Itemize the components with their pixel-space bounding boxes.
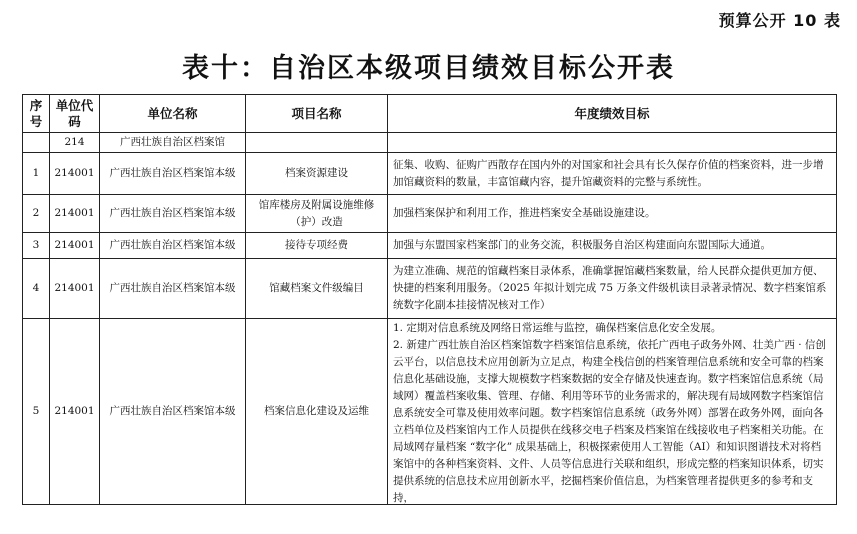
table-row <box>23 319 837 505</box>
row-project: 馆藏档案文件级编目 <box>246 259 388 319</box>
row-seq: 5 <box>23 319 50 505</box>
row-unit: 广西壮族自治区档案馆本级 <box>100 259 246 319</box>
row-project: 档案资源建设 <box>246 153 388 195</box>
goal-line: 征集、收购、征购广西散存在国内外的对国家和社会具有长久保存价值的档案资料，进一步增加馆藏资料的数量，丰富馆藏内容，提升馆藏资料的完整与系统性。 <box>393 158 824 188</box>
table-row <box>23 233 837 259</box>
table-row <box>23 259 837 319</box>
goal-line: 加强与东盟国家档案部门的业务交流，积极服务自治区构建面向东盟国际大通道。 <box>393 239 771 251</box>
row-goal <box>388 153 837 195</box>
page-title: 表十：自治区本级项目绩效目标公开表 <box>182 53 675 84</box>
group-code: 214 <box>50 133 100 153</box>
group-unit: 广西壮族自治区档案馆 <box>100 133 246 153</box>
header-unit: 单位名称 <box>100 95 246 133</box>
group-project <box>246 133 388 153</box>
row-goal <box>388 319 837 505</box>
row-seq: 3 <box>23 233 50 259</box>
row-unit: 广西壮族自治区档案馆本级 <box>100 195 246 233</box>
row-seq: 4 <box>23 259 50 319</box>
row-unit: 广西壮族自治区档案馆本级 <box>100 233 246 259</box>
corner-tag: 预算公开 10 表 <box>718 11 841 30</box>
row-unit: 广西壮族自治区档案馆本级 <box>100 153 246 195</box>
goal-line: 1. 定期对信息系统及网络日常运维与监控，确保档案信息化安全发展。 <box>393 322 722 334</box>
row-code: 214001 <box>50 319 100 505</box>
group-seq <box>23 133 50 153</box>
row-goal <box>388 195 837 233</box>
row-code: 214001 <box>50 233 100 259</box>
table-row <box>23 153 837 195</box>
row-seq: 2 <box>23 195 50 233</box>
row-seq: 1 <box>23 153 50 195</box>
header-seq: 序号 <box>23 95 50 133</box>
row-project: 馆库楼房及附属设施维修（护）改造 <box>246 195 388 233</box>
row-unit: 广西壮族自治区档案馆本级 <box>100 319 246 505</box>
header-project: 项目名称 <box>246 95 388 133</box>
goal-line: 加强档案保护和利用工作，推进档案安全基础设施建设。 <box>393 207 656 219</box>
group-goal <box>388 133 837 153</box>
header-goal: 年度绩效目标 <box>388 95 837 133</box>
row-goal <box>388 259 837 319</box>
group-row <box>23 133 837 153</box>
table-header-row <box>23 95 837 133</box>
header-code: 单位代码 <box>50 95 100 133</box>
goal-line: 为建立准确、规范的馆藏档案目录体系，准确掌握馆藏档案数量，给人民群众提供更加方便、快捷的档案利用服务。（2025 年拟计划完成 75 万条文件级机读目录著录情况、数字档案馆系统数字化副本挂接情况核对工作） <box>393 265 827 311</box>
row-code: 214001 <box>50 195 100 233</box>
row-code: 214001 <box>50 153 100 195</box>
row-project: 档案信息化建设及运维 <box>246 319 388 505</box>
row-goal <box>388 233 837 259</box>
table-row <box>23 195 837 233</box>
performance-table <box>22 94 837 505</box>
row-code: 214001 <box>50 259 100 319</box>
row-project: 接待专项经费 <box>246 233 388 259</box>
goal-line: 2. 新建广西壮族自治区档案馆数字档案馆信息系统，依托广西电子政务外网、壮美广西 · 信创云平台，以信息技术应用创新为立足点，构建全栈信创的档案管理信息系统和安全可靠的档案信息化基础设施，支撑大规模数字档案数据的安全存储及快速查询。数字档案馆信息系统（局域网）覆盖档案收集、管理、存储、利用等环节的业务需求的，解决现有局域网数字档案馆信息系统安全可靠及使用效率问题。数字档案馆信息系统（政务外网）部署在政务外网，面向各立档单位及档案馆内工作人员提供在线移交电子档案及档案馆在线接收电子档案相关功能。在局域网存量档案 “数字化” 成果基础上，积极探索使用人工智能（AI）和知识图谱技术对将档案馆中的各种档案资料、文件、人员等信息进行关联和组织，形成完整的档案知识体系，切实提供系统的信息技术应用创新水平，挖掘档案价值信息，为档案管理者提供更多的参考和支持， <box>393 339 826 504</box>
